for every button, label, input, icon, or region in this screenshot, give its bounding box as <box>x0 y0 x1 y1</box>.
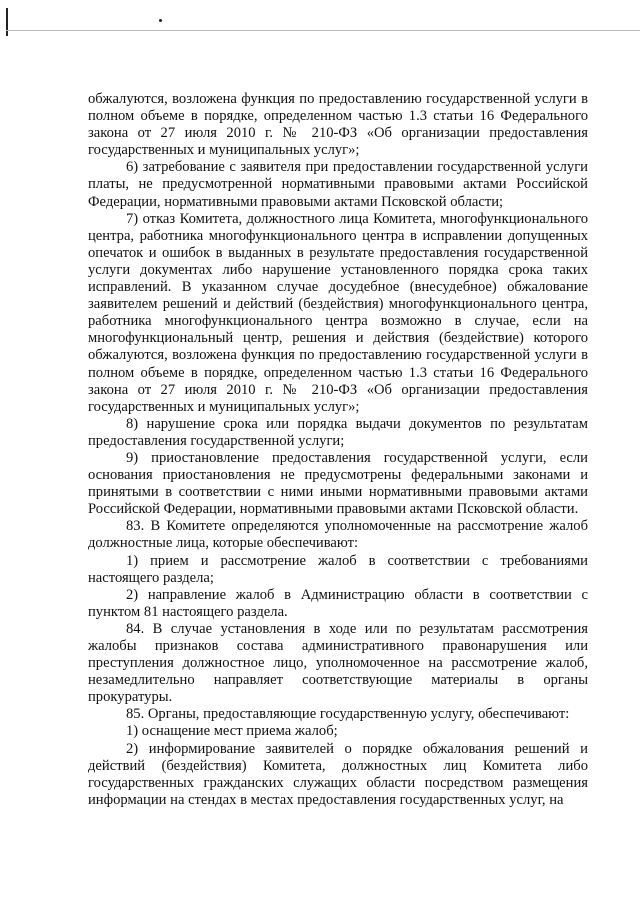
scan-edge-mark <box>6 8 8 36</box>
paragraph-item-9: 9) приостановление предоставления государственной услуги, если основания приостановления не предусмотрены федеральными законами и принятыми в соответствии с ними иными нормативными правовыми актами Российской Федерации, нормативными правовыми актами Псковской области. <box>88 449 588 518</box>
paragraph-clause-83: 83. В Комитете определяются уполномоченные на рассмотрение жалоб должностные лица, которые обеспечивают: <box>88 518 588 552</box>
document-body <box>88 91 588 809</box>
paragraph-item-8: 8) нарушение срока или порядка выдачи документов по результатам предоставления государственной услуги; <box>88 415 588 449</box>
paragraph-clause-85-item-1: 1) оснащение мест приема жалоб; <box>126 723 338 740</box>
paragraph-clause-83-item-2: 2) направление жалоб в Администрацию области в соответствии с пунктом 81 настоящего раздела. <box>88 586 588 620</box>
paragraph-clause-85-item-2: 2) информирование заявителей о порядке обжалования решений и действий (бездействия) Комитета, должностных лиц Комитета либо государственных гражданских служащих области посредством размещения информации на стендах в местах предоставления государственных услуг, на <box>88 740 588 808</box>
scan-dot-artifact <box>159 19 162 22</box>
scan-edge-line <box>6 30 640 31</box>
paragraph-clause-83-item-1: 1) прием и рассмотрение жалоб в соответствии с требованиями настоящего раздела; <box>88 552 588 586</box>
paragraph-clause-85: 85. Органы, предоставляющие государственную услугу, обеспечивают: <box>126 706 570 723</box>
paragraph-continued: обжалуются, возложена функция по предоставлению государственной услуги в полном объеме в порядке, определенном частью 1.3 статьи 16 Федерального закона от 27 июля 2010 г. № 210-ФЗ «Об организации предоставления государственных и муниципальных услуг»; <box>88 91 588 159</box>
paragraph-item-7: 7) отказ Комитета, должностного лица Комитета, многофункционального центра, работника многофункционального центра в исправлении допущенных опечаток и ошибок в выданных в результате предоставления государственной услуги документах либо нарушение установленного порядка срока таких исправлений. В указанном случае досудебное (внесудебное) обжалование заявителем решений и действий (бездействия) многофункционального центра, работника многофункционального центра возможно в случае, если на многофункциональный центр, решения и действия (бездействие) которого обжалуются, возложена функция по предоставлению государственной услуги в полном объеме в порядке, определенном частью 1.3 статьи 16 Федерального закона от 27 июля 2010 г. № 210-ФЗ «Об организации предоставления государственных и муниципальных услуг»; <box>88 210 588 415</box>
paragraph-item-6: 6) затребование с заявителя при предоставлении государственной услуги платы, не предусмотренной нормативными правовыми актами Российской Федерации, нормативными правовыми актами Псковской области; <box>88 159 588 210</box>
paragraph-clause-84: 84. В случае установления в ходе или по результатам рассмотрения жалобы признаков состава административного правонарушения или преступления должностное лицо, уполномоченное на рассмотрение жалоб, незамедлительно направляет соответствующие материалы в органы прокуратуры. <box>88 620 588 706</box>
